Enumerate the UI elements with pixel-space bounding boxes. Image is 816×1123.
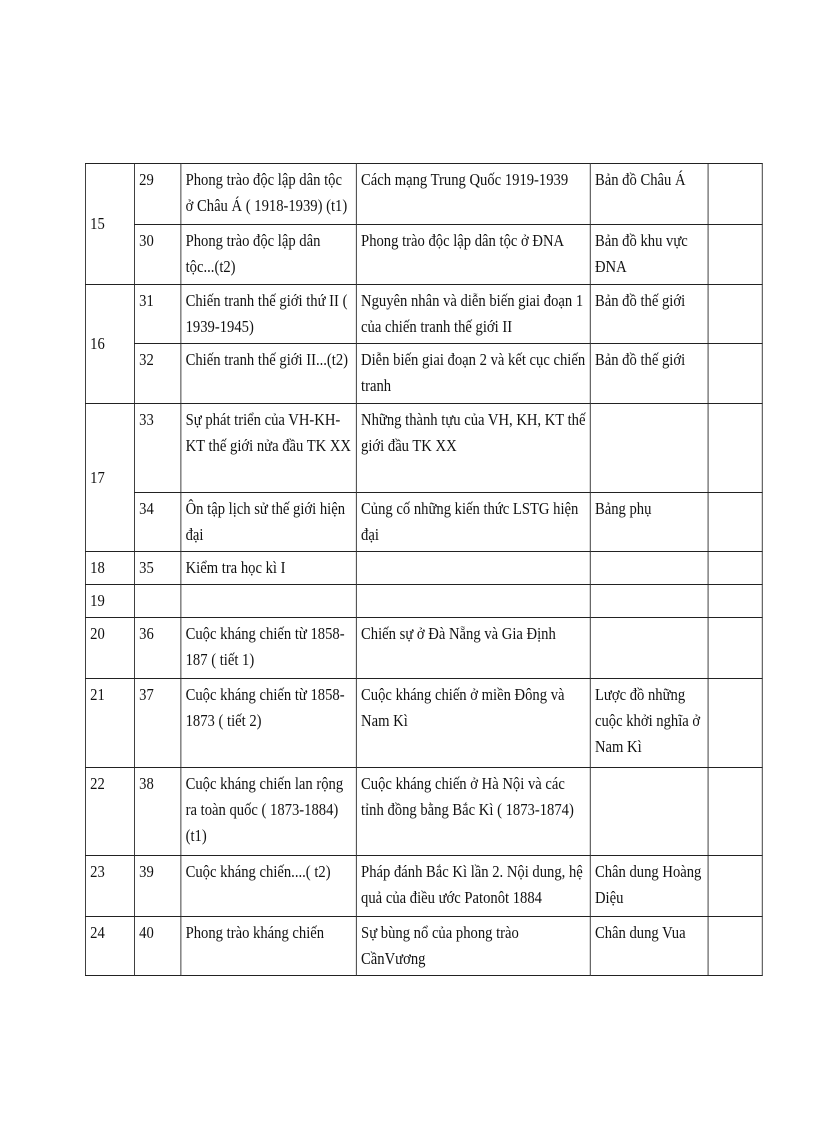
table-row [85,917,762,976]
content-cell: Pháp đánh Bắc Kì lần 2. Nội dung, hệ quả của điều ước Patonôt 1884 [356,856,590,917]
table-row [85,585,762,618]
table-row [85,225,762,285]
topic-cell: Chiến tranh thế giới thứ II ( 1939-1945) [181,285,356,344]
topic-cell: Phong trào độc lập dân tộc ở Châu Á ( 1918-1939) (t1) [181,164,356,225]
content-cell: Chiến sự ở Đà Nẵng và Gia Định [356,618,590,679]
week-cell: 15 [85,164,134,285]
note-cell [708,679,762,768]
lesson-number-cell: 39 [134,856,180,917]
content-cell: Nguyên nhân và diễn biến giai đoạn 1 của chiến tranh thế giới II [356,285,590,344]
content-cell [356,585,590,618]
topic-cell: Kiểm tra học kì I [181,552,356,585]
material-cell [590,552,708,585]
material-cell: Chân dung Hoàng Diệu [590,856,708,917]
content-cell: Diễn biến giai đoạn 2 và kết cục chiến tranh [356,344,590,404]
note-cell [708,225,762,285]
material-cell: Bản đồ khu vực ĐNA [590,225,708,285]
topic-cell [181,585,356,618]
material-cell [590,618,708,679]
week-cell: 19 [85,585,134,618]
note-cell [708,856,762,917]
topic-cell: Phong trào kháng chiến [181,917,356,976]
material-cell: Chân dung Vua [590,917,708,976]
table-row [85,552,762,585]
week-cell: 23 [85,856,134,917]
note-cell [708,285,762,344]
week-cell: 24 [85,917,134,976]
content-cell [356,552,590,585]
note-cell [708,493,762,552]
lesson-number-cell: 35 [134,552,180,585]
table-row [85,618,762,679]
lesson-number-cell: 32 [134,344,180,404]
material-cell [590,404,708,493]
note-cell [708,344,762,404]
material-cell: Bản đồ Châu Á [590,164,708,225]
topic-cell: Sự phát triển của VH-KH-KT thế giới nửa đầu TK XX [181,404,356,493]
content-cell: Những thành tựu của VH, KH, KT thế giới đầu TK XX [356,404,590,493]
week-cell: 16 [85,285,134,404]
lesson-number-cell: 31 [134,285,180,344]
content-cell: Cuộc kháng chiến ở Hà Nội và các tỉnh đồng bằng Bắc Kì ( 1873-1874) [356,768,590,856]
table-row [85,344,762,404]
topic-cell: Cuộc kháng chiến từ 1858-1873 ( tiết 2) [181,679,356,768]
lesson-number-cell [134,585,180,618]
content-cell: Phong trào độc lập dân tộc ở ĐNA [356,225,590,285]
topic-cell: Chiến tranh thế giới II...(t2) [181,344,356,404]
lesson-number-cell: 34 [134,493,180,552]
content-cell: Sự bùng nổ của phong trào CầnVương [356,917,590,976]
topic-cell: Cuộc kháng chiến lan rộng ra toàn quốc ( 1873-1884) (t1) [181,768,356,856]
topic-cell: Cuộc kháng chiến từ 1858-187 ( tiết 1) [181,618,356,679]
topic-cell: Cuộc kháng chiến....( t2) [181,856,356,917]
table-row [85,164,762,225]
table-row [85,768,762,856]
note-cell [708,164,762,225]
content-cell: Củng cố những kiến thức LSTG hiện đại [356,493,590,552]
lesson-number-cell: 29 [134,164,180,225]
lesson-number-cell: 40 [134,917,180,976]
note-cell [708,585,762,618]
material-cell: Lược đồ những cuộc khởi nghĩa ở Nam Kì [590,679,708,768]
lesson-number-cell: 33 [134,404,180,493]
note-cell [708,618,762,679]
week-cell: 18 [85,552,134,585]
note-cell [708,768,762,856]
table-row [85,285,762,344]
lesson-number-cell: 37 [134,679,180,768]
note-cell [708,404,762,493]
table-row [85,404,762,493]
lesson-schedule-table [85,163,763,976]
material-cell: Bảng phụ [590,493,708,552]
topic-cell: Ôn tập lịch sử thế giới hiện đại [181,493,356,552]
week-cell: 20 [85,618,134,679]
note-cell [708,552,762,585]
content-cell: Cuộc kháng chiến ở miền Đông và Nam Kì [356,679,590,768]
table-row [85,679,762,768]
topic-cell: Phong trào độc lập dân tộc...(t2) [181,225,356,285]
lesson-number-cell: 30 [134,225,180,285]
material-cell [590,585,708,618]
material-cell: Bản đồ thế giới [590,285,708,344]
material-cell [590,768,708,856]
week-cell: 22 [85,768,134,856]
week-cell: 17 [85,404,134,552]
note-cell [708,917,762,976]
table-row [85,856,762,917]
material-cell: Bản đồ thế giới [590,344,708,404]
lesson-number-cell: 36 [134,618,180,679]
lesson-number-cell: 38 [134,768,180,856]
table-row [85,493,762,552]
week-cell: 21 [85,679,134,768]
content-cell: Cách mạng Trung Quốc 1919-1939 [356,164,590,225]
